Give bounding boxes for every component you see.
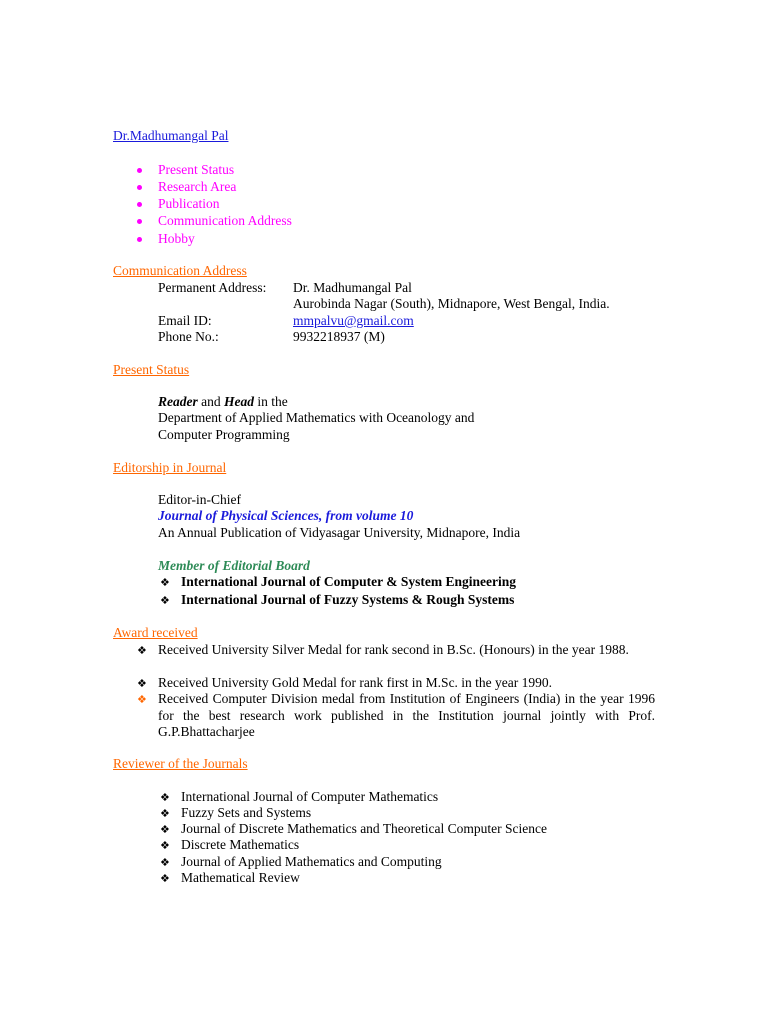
role-and: and (201, 394, 221, 409)
editorship-heading[interactable]: Editorship in Journal (113, 460, 227, 475)
diamond-bullet-icon: ❖ (160, 807, 170, 820)
reviewer-item: Fuzzy Sets and Systems (181, 805, 312, 820)
permanent-address-name: Dr. Madhumangal Pal (293, 280, 412, 295)
email-label: Email ID: (158, 313, 212, 328)
diamond-bullet-icon: ❖ (160, 576, 170, 589)
diamond-bullet-icon: ❖ (137, 677, 147, 690)
awards-heading[interactable]: Award received (113, 625, 198, 640)
role-head: Head (224, 394, 254, 409)
permanent-address-label: Permanent Address: (158, 280, 267, 295)
board-item: International Journal of Fuzzy Systems & Rough Systems (181, 592, 515, 607)
reviewer-item: International Journal of Computer Mathematics (181, 789, 439, 804)
reviewer-heading[interactable]: Reviewer of the Journals (113, 756, 248, 771)
reviewer-item: Journal of Applied Mathematics and Computing (181, 854, 442, 869)
round-bullet-icon (137, 168, 142, 173)
board-heading: Member of Editorial Board (158, 558, 310, 573)
role-in-the: in the (257, 394, 288, 409)
diamond-bullet-icon: ❖ (137, 693, 147, 706)
board-item: International Journal of Computer & System Engineering (181, 574, 517, 589)
award-item: Received Computer Division medal from Institution of Engineers (India) in the year 1996 for the best research work published in the Institution journal jointly with Prof. G.P.Bhattacharjee (158, 691, 655, 739)
round-bullet-icon (137, 219, 142, 224)
round-bullet-icon (137, 202, 142, 207)
diamond-bullet-icon: ❖ (160, 839, 170, 852)
editor-journal-desc: An Annual Publication of Vidyasagar University, Midnapore, India (158, 525, 521, 540)
role-line (158, 394, 288, 411)
name-link[interactable]: Dr.Madhumangal Pal (113, 128, 229, 143)
diamond-bullet-icon: ❖ (160, 856, 170, 869)
role-reader: Reader (158, 394, 198, 409)
reviewer-item: Discrete Mathematics (181, 837, 300, 852)
nav-link-publication[interactable]: Publication (158, 196, 220, 211)
present-status-heading[interactable]: Present Status (113, 362, 190, 377)
award-item: Received University Gold Medal for rank first in M.Sc. in the year 1990. (158, 675, 553, 690)
department-line-2: Computer Programming (158, 427, 290, 442)
editor-label: Editor-in-Chief (158, 492, 241, 507)
phone-value: 9932218937 (M) (293, 329, 385, 344)
round-bullet-icon (137, 185, 142, 190)
communication-heading[interactable]: Communication Address (113, 263, 247, 278)
nav-link-research-area[interactable]: Research Area (158, 179, 237, 194)
round-bullet-icon (137, 237, 142, 242)
department-line-1: Department of Applied Mathematics with Oceanology and (158, 410, 475, 425)
diamond-bullet-icon: ❖ (160, 594, 170, 607)
editor-journal: Journal of Physical Sciences, from volume 10 (158, 508, 414, 523)
phone-label: Phone No.: (158, 329, 219, 344)
reviewer-item: Mathematical Review (181, 870, 300, 885)
diamond-bullet-icon: ❖ (160, 791, 170, 804)
award-item: Received University Silver Medal for rank second in B.Sc. (Honours) in the year 1988. (158, 642, 629, 657)
nav-link-present-status[interactable]: Present Status (158, 162, 235, 177)
diamond-bullet-icon: ❖ (160, 823, 170, 836)
diamond-bullet-icon: ❖ (160, 872, 170, 885)
permanent-address-line: Aurobinda Nagar (South), Midnapore, West Bengal, India. (293, 296, 610, 311)
email-link[interactable]: mmpalvu@gmail.com (293, 313, 414, 328)
diamond-bullet-icon: ❖ (137, 644, 147, 657)
nav-link-communication-address[interactable]: Communication Address (158, 213, 292, 228)
nav-link-hobby[interactable]: Hobby (158, 231, 195, 246)
reviewer-item: Journal of Discrete Mathematics and Theoretical Computer Science (181, 821, 547, 836)
